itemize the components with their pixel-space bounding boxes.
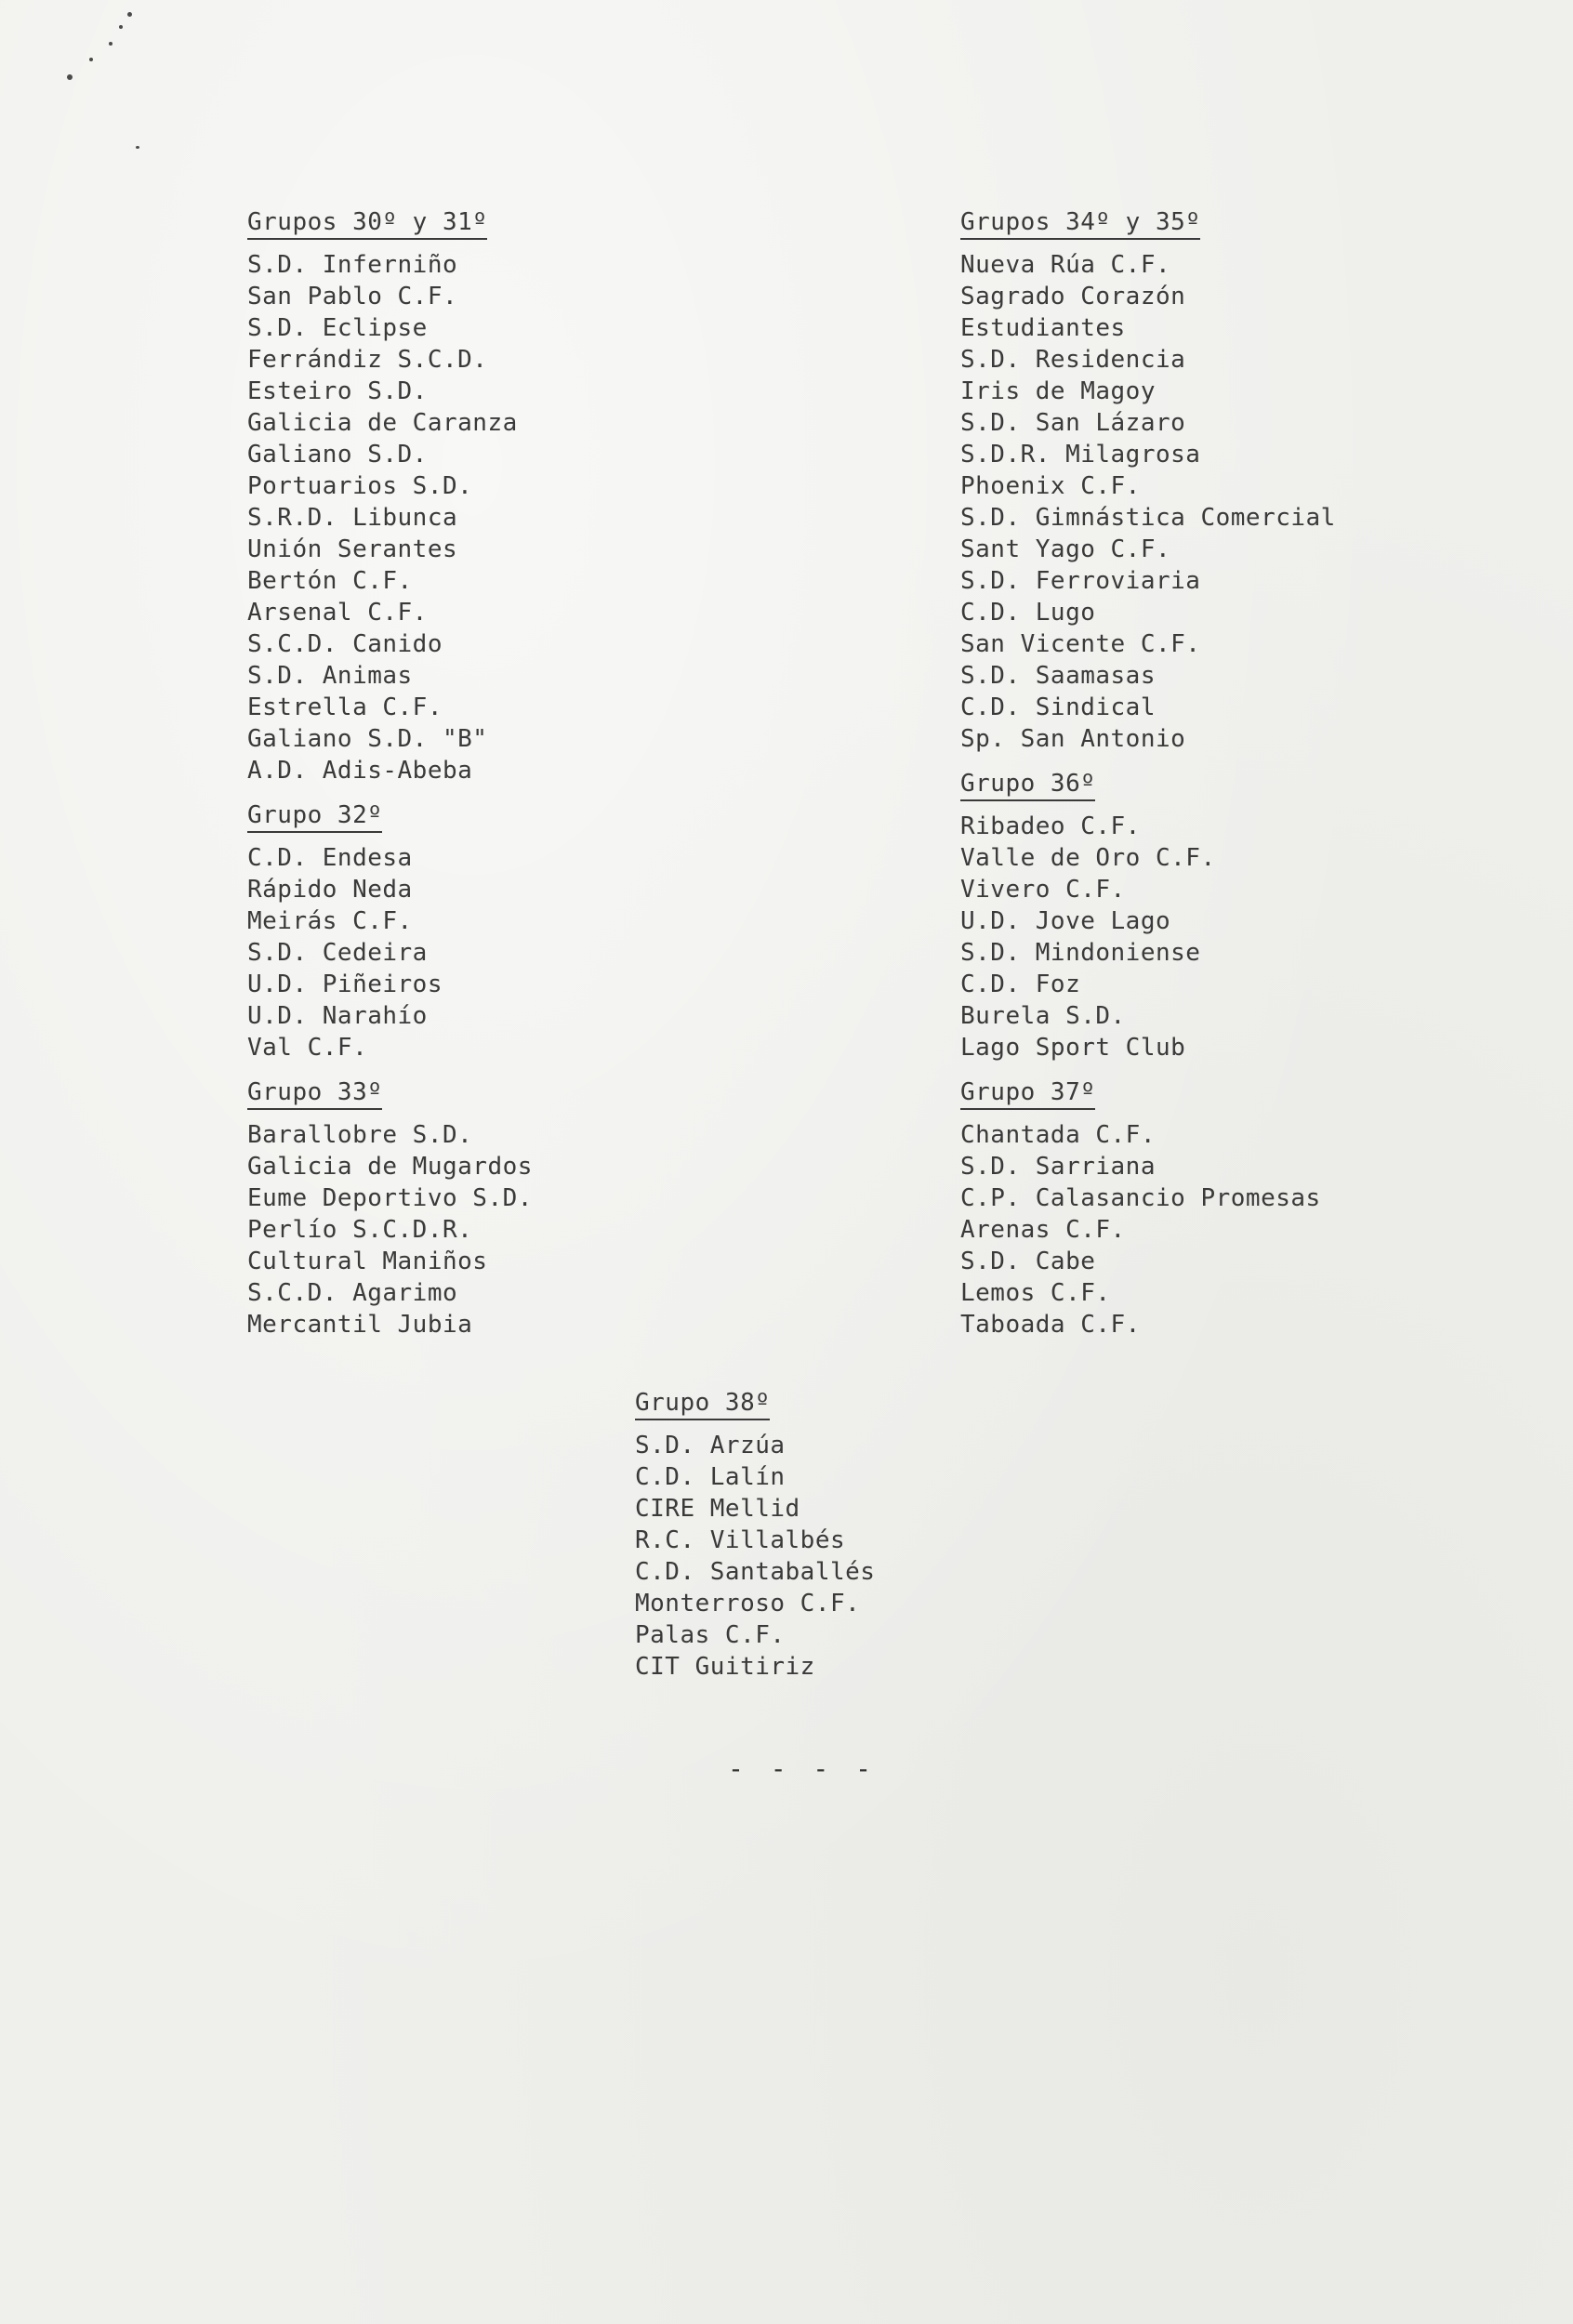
- right-column: [960, 206, 1336, 1340]
- group-36: [960, 768, 1336, 1063]
- team-entry: San Pablo C.F.: [247, 283, 458, 310]
- team-entry: U.D. Jove Lago: [960, 907, 1171, 935]
- team-entry: S.D. Mindoniense: [960, 939, 1201, 967]
- team-entry: S.D. Saamasas: [960, 662, 1156, 690]
- team-entry: Val C.F.: [247, 1034, 368, 1062]
- team-entry: Chantada C.F.: [960, 1121, 1156, 1149]
- group-33: [247, 1076, 533, 1340]
- team-entry: C.D. Santaballés: [635, 1558, 876, 1586]
- team-entry: Rápido Neda: [247, 876, 413, 904]
- team-entry: S.D. Cabe: [960, 1248, 1096, 1275]
- team-entry: Galicia de Mugardos: [247, 1153, 533, 1181]
- group-34-35: [960, 206, 1336, 755]
- team-entry: Estudiantes: [960, 314, 1126, 342]
- team-list: [960, 811, 1336, 1063]
- center-column: [635, 1387, 875, 1683]
- group-38: [635, 1387, 875, 1683]
- team-entry: S.D.R. Milagrosa: [960, 441, 1201, 469]
- team-entry: A.D. Adis-Abeba: [247, 757, 473, 785]
- group-heading: Grupos 34º y 35º: [960, 206, 1200, 240]
- team-entry: U.D. Narahío: [247, 1002, 428, 1030]
- team-entry: Sant Yago C.F.: [960, 535, 1171, 563]
- team-list: [960, 1119, 1336, 1340]
- team-entry: S.D. Gimnástica Comercial: [960, 504, 1336, 532]
- ink-speck: [67, 74, 73, 80]
- team-entry: Esteiro S.D.: [247, 377, 428, 405]
- group-heading: Grupo 37º: [960, 1076, 1095, 1110]
- team-entry: CIT Guitiriz: [635, 1653, 815, 1681]
- team-entry: Galiano S.D.: [247, 441, 428, 469]
- team-list: [635, 1430, 875, 1683]
- team-entry: Sagrado Corazón: [960, 283, 1186, 310]
- team-entry: S.C.D. Agarimo: [247, 1279, 458, 1307]
- team-list: [247, 249, 533, 786]
- team-entry: San Vicente C.F.: [960, 630, 1201, 658]
- team-list: [960, 249, 1336, 755]
- group-30-31: [247, 206, 533, 786]
- group-37: [960, 1076, 1336, 1340]
- team-entry: Meirás C.F.: [247, 907, 413, 935]
- team-entry: C.D. Lalín: [635, 1463, 786, 1491]
- team-entry: Estrella C.F.: [247, 693, 443, 721]
- team-entry: S.D. San Lázaro: [960, 409, 1186, 437]
- group-heading: Grupo 38º: [635, 1387, 770, 1420]
- ink-speck: [136, 146, 139, 149]
- team-entry: Nueva Rúa C.F.: [960, 251, 1171, 279]
- team-entry: Burela S.D.: [960, 1002, 1126, 1030]
- team-entry: S.C.D. Canido: [247, 630, 443, 658]
- team-entry: S.D. Inferniño: [247, 251, 458, 279]
- team-entry: S.D. Ferroviaria: [960, 567, 1201, 595]
- end-of-list-mark: - - - -: [728, 1753, 878, 1784]
- team-entry: C.D. Endesa: [247, 844, 413, 872]
- team-entry: S.R.D. Libunca: [247, 504, 458, 532]
- team-entry: Portuarios S.D.: [247, 472, 473, 500]
- team-entry: Mercantil Jubia: [247, 1311, 473, 1339]
- team-entry: S.D. Animas: [247, 662, 413, 690]
- team-entry: Arenas C.F.: [960, 1216, 1126, 1244]
- team-entry: C.D. Lugo: [960, 599, 1096, 627]
- ink-speck: [89, 58, 93, 61]
- team-entry: S.D. Sarriana: [960, 1153, 1156, 1181]
- team-entry: Sp. San Antonio: [960, 725, 1186, 753]
- team-entry: Palas C.F.: [635, 1621, 786, 1649]
- group-32: [247, 799, 533, 1063]
- group-heading: Grupos 30º y 31º: [247, 206, 487, 240]
- team-entry: Iris de Magoy: [960, 377, 1156, 405]
- team-entry: Bertón C.F.: [247, 567, 413, 595]
- team-entry: Galicia de Caranza: [247, 409, 518, 437]
- ink-speck: [127, 12, 132, 17]
- team-entry: Lago Sport Club: [960, 1034, 1186, 1062]
- group-heading: Grupo 36º: [960, 768, 1095, 801]
- team-entry: Monterroso C.F.: [635, 1590, 861, 1618]
- team-entry: S.D. Cedeira: [247, 939, 428, 967]
- team-entry: Ferrándiz S.C.D.: [247, 346, 488, 374]
- team-entry: Vivero C.F.: [960, 876, 1126, 904]
- team-entry: Arsenal C.F.: [247, 599, 428, 627]
- ink-speck: [119, 25, 123, 29]
- team-entry: Ribadeo C.F.: [960, 812, 1141, 840]
- team-entry: Perlío S.C.D.R.: [247, 1216, 473, 1244]
- team-entry: Unión Serantes: [247, 535, 458, 563]
- ink-speck: [109, 42, 112, 46]
- team-entry: Eume Deportivo S.D.: [247, 1184, 533, 1212]
- team-entry: Phoenix C.F.: [960, 472, 1141, 500]
- left-column: [247, 206, 533, 1340]
- team-entry: Galiano S.D. "B": [247, 725, 488, 753]
- team-entry: CIRE Mellid: [635, 1495, 800, 1523]
- team-list: [247, 1119, 533, 1340]
- team-entry: Valle de Oro C.F.: [960, 844, 1216, 872]
- team-entry: Barallobre S.D.: [247, 1121, 473, 1149]
- team-entry: U.D. Piñeiros: [247, 971, 443, 998]
- team-entry: S.D. Residencia: [960, 346, 1186, 374]
- team-entry: S.D. Eclipse: [247, 314, 428, 342]
- team-list: [247, 842, 533, 1063]
- team-entry: Taboada C.F.: [960, 1311, 1141, 1339]
- team-entry: S.D. Arzúa: [635, 1432, 786, 1459]
- group-heading: Grupo 32º: [247, 799, 382, 833]
- team-entry: Lemos C.F.: [960, 1279, 1111, 1307]
- team-entry: R.C. Villalbés: [635, 1526, 846, 1554]
- team-entry: C.D. Sindical: [960, 693, 1156, 721]
- team-entry: C.P. Calasancio Promesas: [960, 1184, 1321, 1212]
- team-entry: Cultural Maniños: [247, 1248, 488, 1275]
- team-entry: C.D. Foz: [960, 971, 1081, 998]
- group-heading: Grupo 33º: [247, 1076, 382, 1110]
